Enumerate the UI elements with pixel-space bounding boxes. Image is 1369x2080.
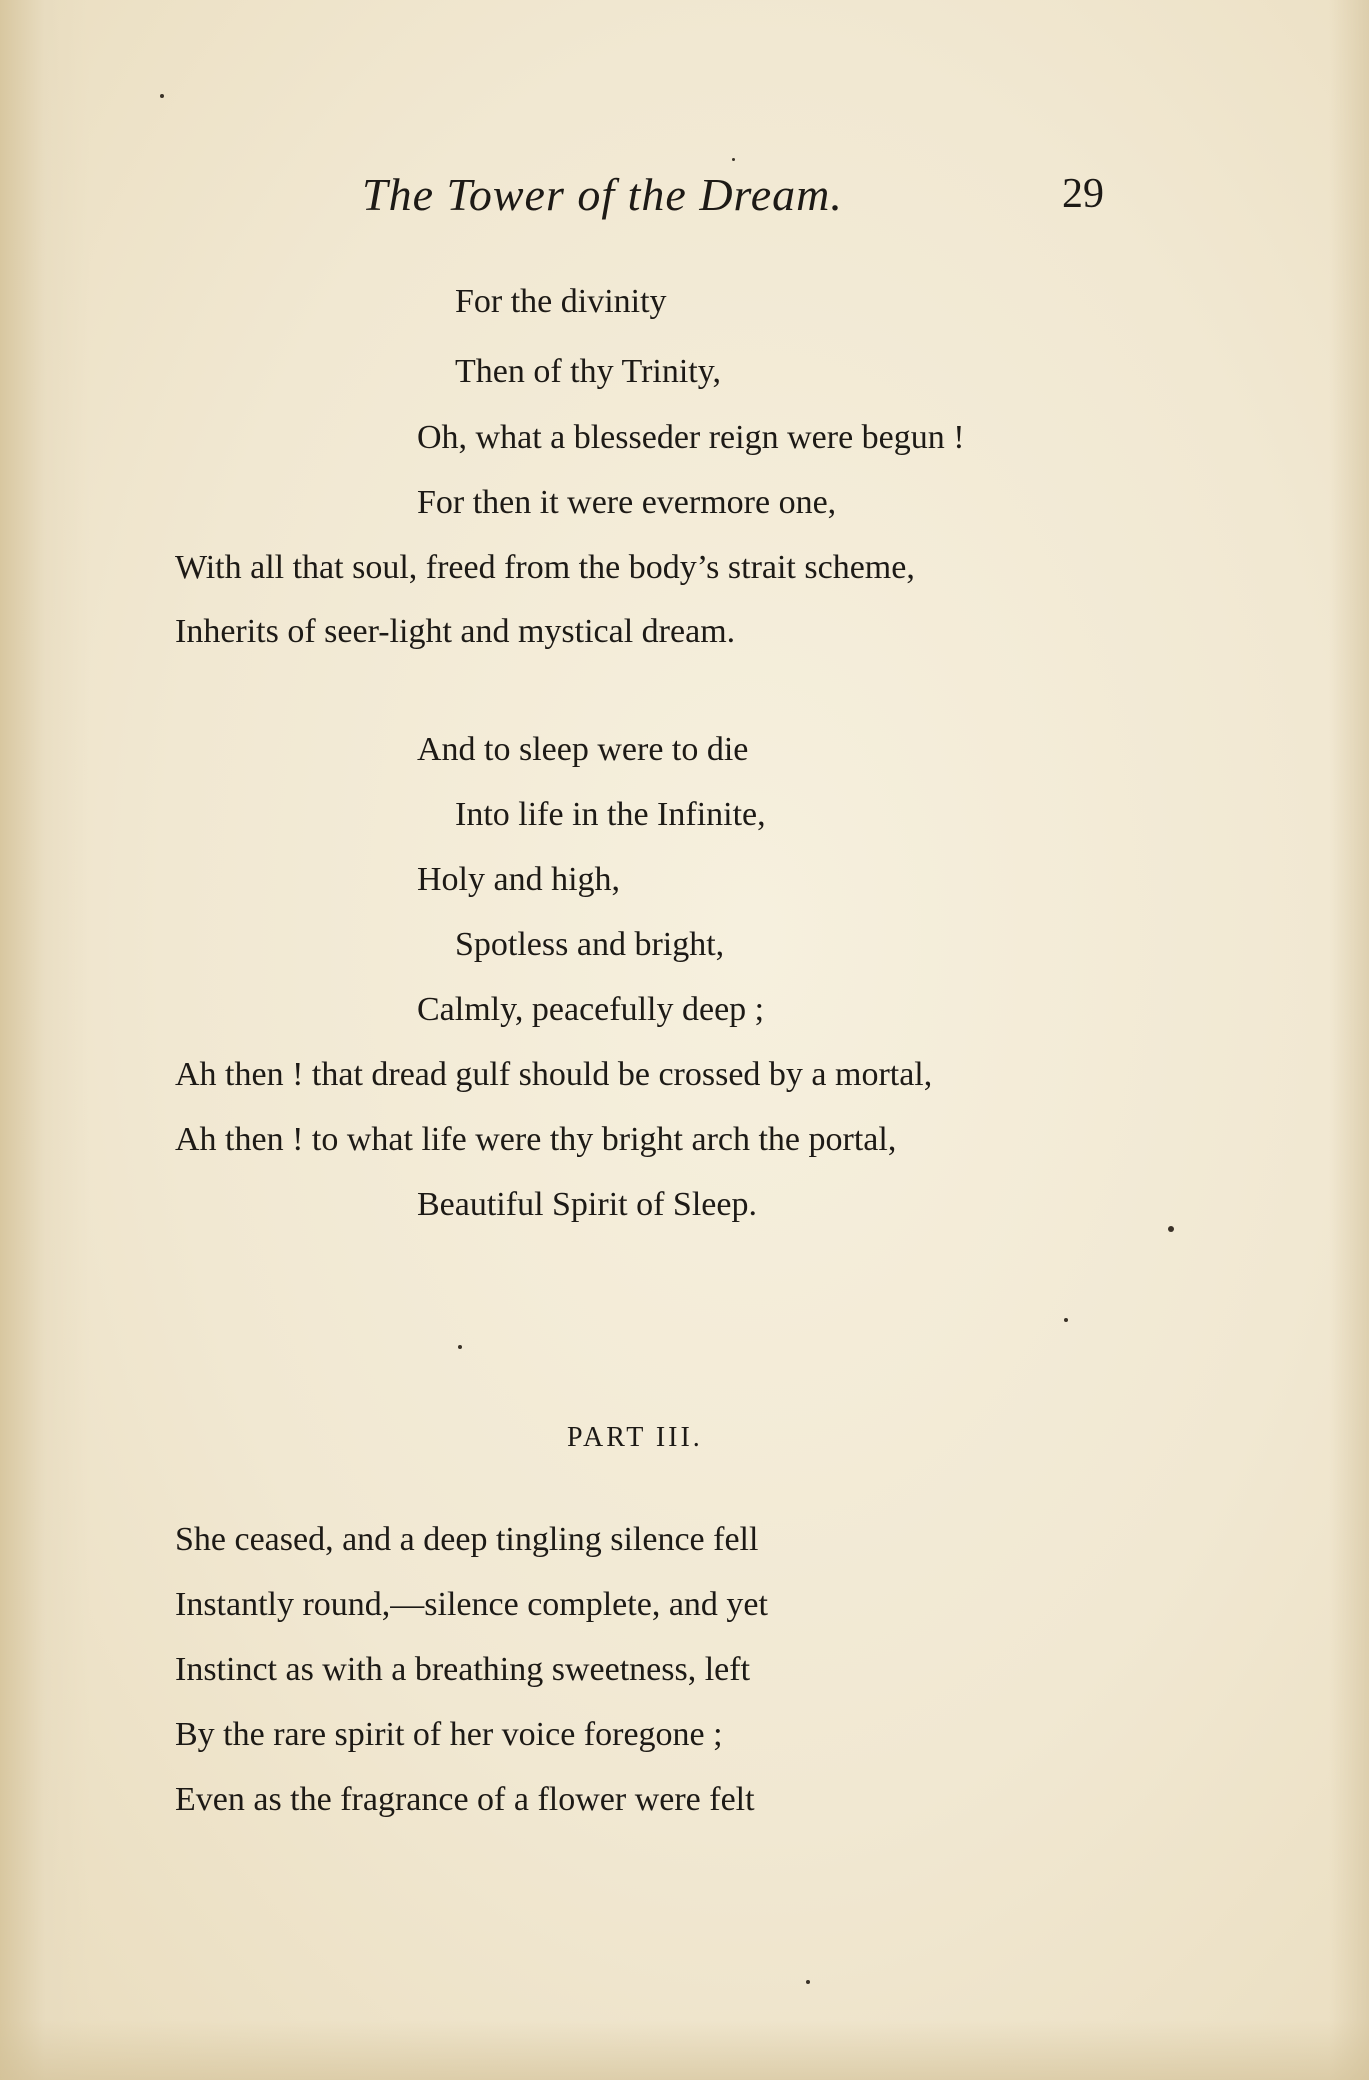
poem-line: Oh, what a blesseder reign were begun !	[417, 419, 965, 456]
poem-line: For then it were evermore one,	[417, 484, 837, 521]
page-header	[0, 168, 1369, 238]
bottom-edge-shadow	[0, 2020, 1369, 2080]
poem-line: And to sleep were to die	[417, 731, 749, 768]
poem-line: Holy and high,	[417, 861, 621, 898]
poem-line: Spotless and bright,	[455, 926, 725, 963]
poem-line: She ceased, and a deep tingling silence fell	[175, 1521, 759, 1558]
paper-speck	[1064, 1318, 1068, 1322]
page-number: 29	[1062, 171, 1104, 217]
running-title: The Tower of the Dream.	[362, 169, 843, 220]
poem-line: Beautiful Spirit of Sleep.	[417, 1186, 757, 1223]
poem-line: Inherits of seer-light and mystical dream.	[175, 613, 736, 650]
poem-line: Into life in the Infinite,	[455, 796, 766, 833]
poem-line: Even as the fragrance of a flower were felt	[175, 1781, 755, 1818]
poem-line: With all that soul, freed from the body’s strait scheme,	[175, 549, 915, 586]
paper-speck	[732, 158, 735, 161]
poem-line: For the divinity	[455, 283, 667, 320]
poem-line: Instinct as with a breathing sweetness, left	[175, 1651, 751, 1688]
gutter-shadow	[0, 0, 90, 2080]
section-heading: PART III.	[567, 1422, 703, 1453]
poem-line: Calmly, peacefully deep ;	[417, 991, 765, 1028]
paper-speck	[1168, 1226, 1174, 1232]
poem-line: Ah then ! that dread gulf should be crossed by a mortal,	[175, 1056, 933, 1093]
poem-line: By the rare spirit of her voice foregone ;	[175, 1716, 723, 1753]
poem-line: Then of thy Trinity,	[455, 353, 722, 390]
paper-speck	[458, 1345, 462, 1349]
paper-speck	[806, 1980, 810, 1984]
edge-shadow	[1329, 0, 1369, 2080]
poem-line: Instantly round,—silence complete, and yet	[175, 1586, 768, 1623]
poem-line: Ah then ! to what life were thy bright arch the portal,	[175, 1121, 897, 1158]
paper-speck	[160, 94, 164, 98]
